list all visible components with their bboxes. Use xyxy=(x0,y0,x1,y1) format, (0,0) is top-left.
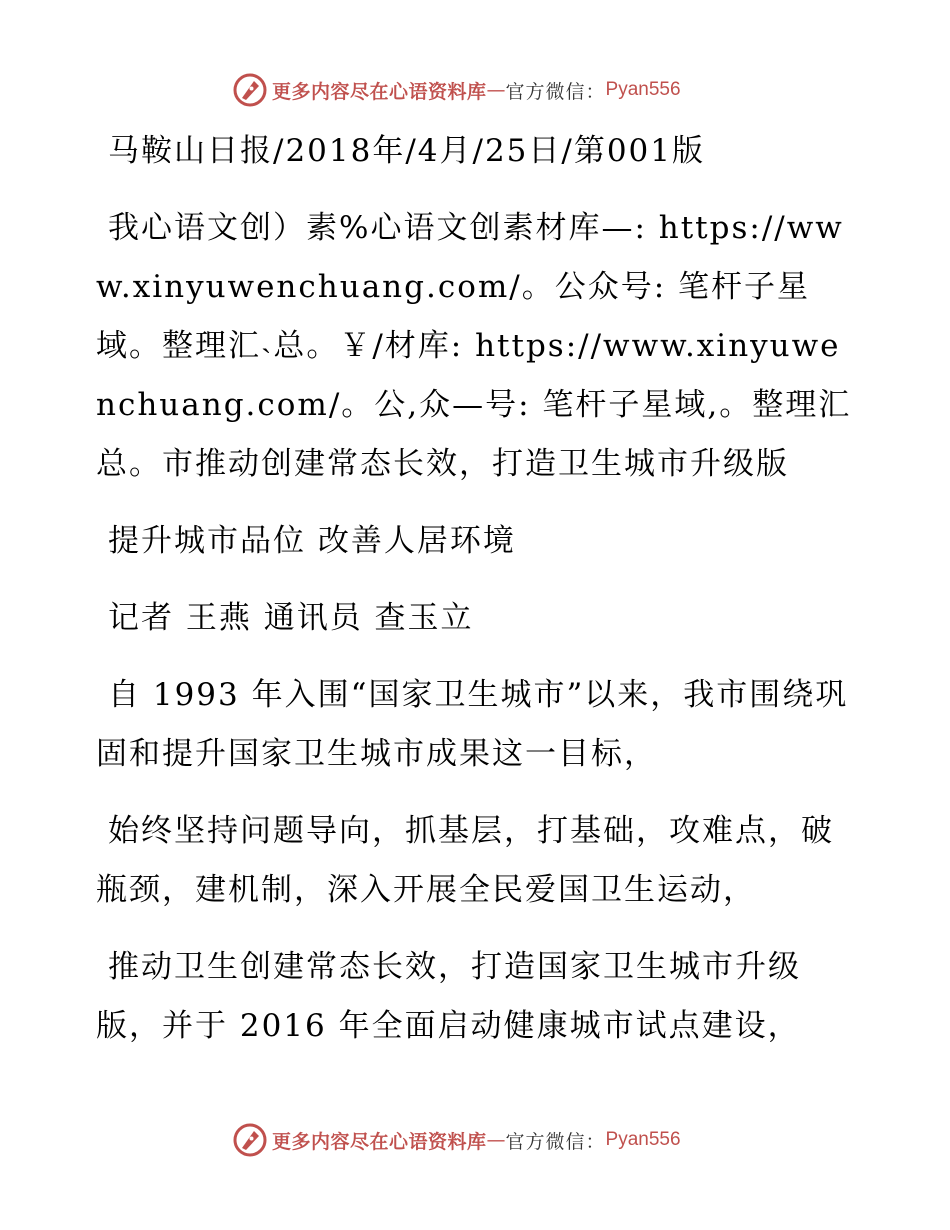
article-body xyxy=(96,122,856,1074)
watermark-wechat-label: 官方微信： xyxy=(505,80,606,103)
watermark-wechat-id: Pyan556 xyxy=(605,1129,681,1150)
watermark-banner-top xyxy=(232,70,681,110)
watermark-slogan: 更多内容尽在心语资料库 xyxy=(272,80,487,103)
watermark-banner-bottom xyxy=(232,1120,681,1160)
article-paragraph: 始终坚持问题导向，抓基层，打基础，攻难点，破瓶颈，建机制，深入开展全民爱国卫生运动， xyxy=(96,813,834,908)
pen-nib-logo-icon xyxy=(232,1122,268,1158)
article-paragraph: 自 1993 年入围“国家卫生城市”以来，我市围绕巩固和提升国家卫生城市成果这一目标， xyxy=(96,677,849,772)
article-paragraph-intro: 我心语文创）素%心语文创素材库—: https://www.xinyuwenchuang.com/。公众号: 笔杆子星域。整理汇˴总。￥/材库: https://www.xinyuwenchuang.com/。公,众—号: 笔杆子星域,。整理汇总。市推动创建常态长效，打造卫生城市升级版 xyxy=(96,210,852,482)
article-byline: 记者 王燕 通讯员 查玉立 xyxy=(108,600,474,636)
watermark-dash: — xyxy=(486,1129,506,1151)
watermark-slogan: 更多内容尽在心语资料库 xyxy=(272,1130,487,1153)
article-source-line: 马鞍山日报/2018年/4月/25日/第001版 xyxy=(108,133,706,169)
pen-nib-logo-icon xyxy=(232,72,268,108)
article-paragraph: 推动卫生创建常态长效，打造国家卫生城市升级版，并于 2016 年全面启动健康城市试点建设， xyxy=(96,949,801,1044)
watermark-wechat-id: Pyan556 xyxy=(605,79,681,100)
watermark-dash: — xyxy=(486,79,506,101)
article-subtitle: 提升城市品位 改善人居环境 xyxy=(108,523,516,559)
watermark-wechat-label: 官方微信： xyxy=(505,1130,606,1153)
